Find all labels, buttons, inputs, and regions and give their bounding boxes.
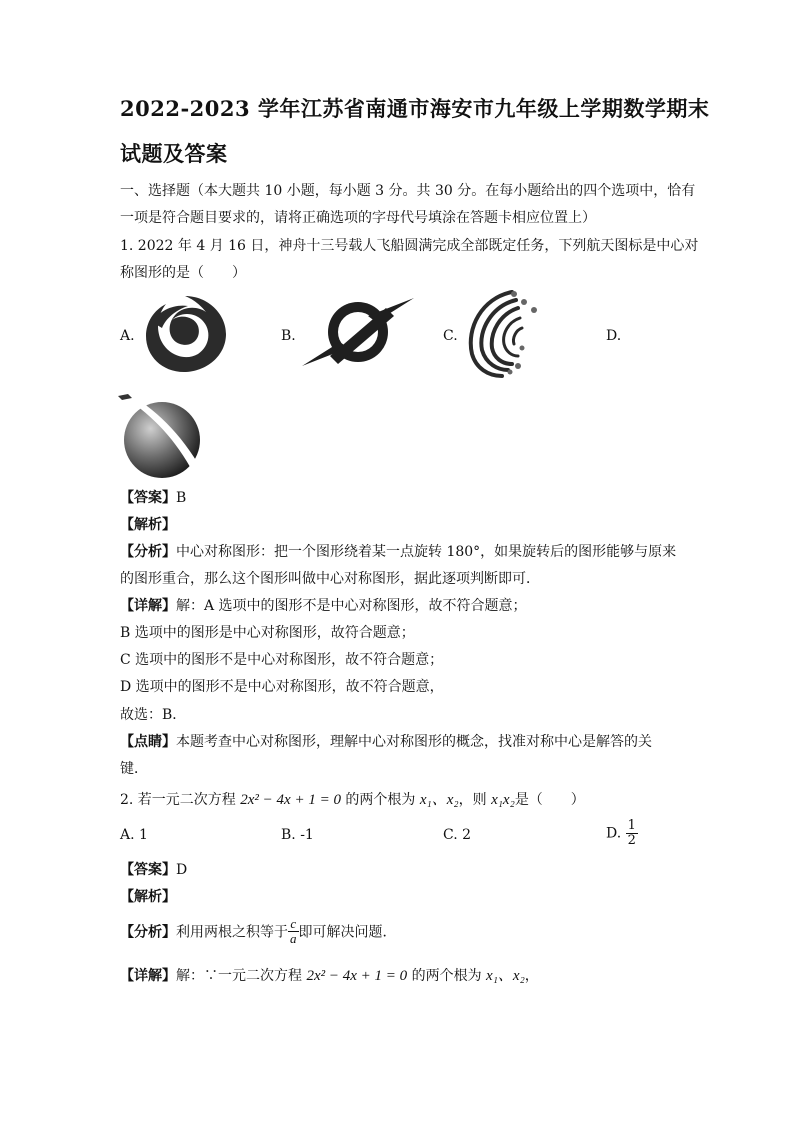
orbit-planet-emblem-icon	[300, 296, 416, 368]
q2-option-c	[443, 827, 471, 843]
q2-option-a-label: A.	[120, 827, 135, 843]
q1-option-a-label: A.	[120, 328, 135, 344]
xiangjie-equation: 2x² − 4x + 1 = 0	[306, 968, 408, 984]
q1-option-b-label: B.	[281, 328, 296, 344]
because-symbol: ∵	[204, 968, 218, 984]
fenxi-tag: 【分析】	[120, 924, 176, 941]
q1-option-b-image	[300, 296, 416, 368]
q2-analysis-tag: 【解析】	[120, 889, 176, 905]
swirl-emblem-icon	[140, 292, 230, 374]
q1-option-c-label: C.	[443, 328, 458, 344]
q2-option-c-value: 2	[462, 827, 472, 843]
q2-option-c-label: C.	[443, 827, 458, 843]
page-title-line2: 试题及答案	[120, 141, 228, 166]
q2-stem	[120, 788, 585, 809]
fenxi-pre: 利用两根之积等于	[176, 924, 288, 941]
q1-dianjing-line2: 键．	[120, 761, 148, 777]
frac-num: c	[288, 917, 299, 932]
page-title-line1: 2022-2023 学年江苏省南通市海安市九年级上学期数学期末	[120, 96, 710, 121]
dianjing-tag: 【点睛】	[120, 734, 176, 750]
q2-option-d-fraction	[626, 819, 638, 848]
q2-option-b	[281, 827, 314, 843]
frac-den: a	[290, 931, 297, 946]
q1-stem-line2: 称图形的是（ ）	[120, 265, 246, 281]
q2-option-a-value: 1	[139, 827, 148, 843]
xiangjie-pre: 解：	[176, 968, 204, 984]
q1-option-c-image	[462, 288, 552, 380]
q1-line-d: D 选项中的图形不是中心对称图形，故不符合题意，	[120, 679, 444, 695]
q2-option-d-label: D.	[606, 825, 622, 842]
q1-option-d-label: D.	[606, 328, 622, 344]
q2-xiangjie	[120, 964, 539, 985]
fenxi-post: 即可解决问题．	[298, 924, 397, 941]
q1-line-b: B 选项中的图形是中心对称图形，故符合题意；	[120, 625, 415, 641]
xiangjie-tag: 【详解】	[120, 598, 176, 614]
q1-xiangjie-line1	[120, 595, 527, 615]
q1-option-a-image	[140, 292, 230, 374]
answer-value: D	[176, 862, 188, 878]
fenxi-text: 中心对称图形：把一个图形绕着某一点旋转 180°，如果旋转后的图形能够与原来	[176, 544, 677, 560]
sphere-with-slash-emblem-icon	[118, 392, 204, 478]
q1-line-c: C 选项中的图形不是中心对称图形，故不符合题意；	[120, 652, 444, 668]
q1-fenxi-line2: 的图形重合，那么这个图形叫做中心对称图形，据此逐项判断即可．	[120, 571, 540, 587]
section-instructions-line1: 一、选择题（本大题共 10 小题，每小题 3 分。共 30 分。在每小题给出的四个选项中，恰有	[120, 183, 696, 199]
c-over-a-fraction	[288, 917, 299, 946]
xiangjie-roots: x₁、x₂	[486, 968, 525, 984]
q2-product: x₁x₂	[491, 792, 515, 808]
q2-option-a	[120, 827, 148, 843]
q2-option-b-label: B.	[281, 827, 296, 843]
q1-fenxi-line1	[120, 541, 676, 561]
q1-dianjing-line1	[120, 731, 652, 751]
q2-fenxi	[120, 917, 397, 946]
fenxi-tag: 【分析】	[120, 544, 176, 560]
q1-stem-line1: 1. 2022 年 4 月 16 日，神舟十三号载人飞船圆满完成全部既定任务，下列航天图标是中心对	[120, 238, 699, 254]
answer-tag: 【答案】	[120, 862, 176, 878]
xiangjie-end: ，	[524, 968, 539, 984]
answer-value: B	[176, 490, 187, 506]
q2-equation: 2x² − 4x + 1 = 0	[240, 792, 341, 808]
q2-option-d-num: 1	[627, 818, 636, 833]
xiangjie-text: 解：A 选项中的图形不是中心对称图形，故不符合题意；	[176, 598, 527, 614]
xiangjie-tag: 【详解】	[120, 968, 176, 984]
section-instructions-line2: 一项是符合题目要求的，请将正确选项的字母代号填涂在答题卡相应位置上）	[120, 210, 596, 226]
q2-option-d	[606, 819, 638, 848]
q2-answer	[120, 859, 187, 879]
q1-analysis-tag: 【解析】	[120, 517, 176, 533]
q1-choose: 故选：B．	[120, 707, 187, 723]
q2-roots: x₁、x₂	[419, 792, 459, 808]
q2-stem-mid: 的两个根为	[345, 792, 416, 808]
concentric-arcs-emblem-icon	[462, 288, 552, 380]
xiangjie-mid: 一元二次方程	[218, 968, 302, 984]
answer-tag: 【答案】	[120, 490, 176, 506]
q2-option-d-den: 2	[627, 833, 636, 848]
q1-answer	[120, 487, 186, 507]
dianjing-text: 本题考查中心对称图形，理解中心对称图形的概念，找准对称中心是解答的关	[176, 734, 652, 750]
q2-stem-post: 是（ ）	[514, 792, 585, 808]
q1-option-d-image	[118, 392, 204, 478]
xiangjie-mid2: 的两个根为	[411, 968, 482, 984]
q2-option-b-value: -1	[300, 827, 314, 843]
q2-stem-pre: 2. 若一元二次方程	[120, 792, 236, 808]
q2-stem-mid2: ，则	[458, 792, 487, 808]
